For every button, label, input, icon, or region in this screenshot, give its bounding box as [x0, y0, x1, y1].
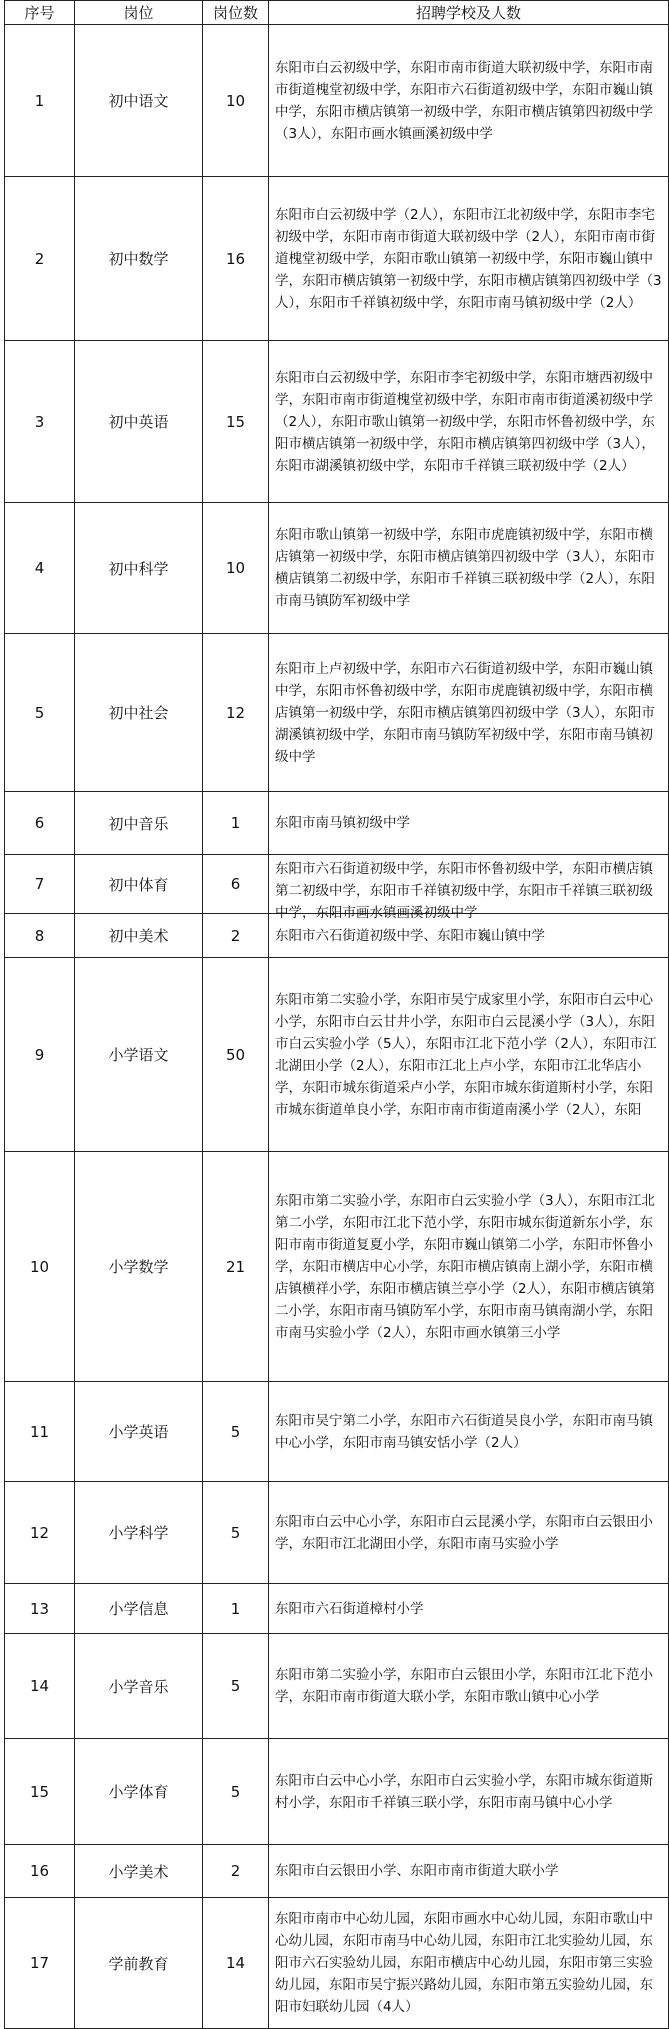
row-num: 8	[5, 914, 75, 958]
row-position: 小学数学	[75, 1152, 203, 1382]
table-row	[5, 634, 669, 792]
row-schools: 东阳市第二实验小学，东阳市白云银田小学，东阳市江北下范小学，东阳市南市街道大联小学，东阳市歌山镇中心小学	[269, 1634, 669, 1739]
header-position: 岗位	[75, 1, 203, 25]
row-num: 14	[5, 1634, 75, 1739]
row-position: 小学信息	[75, 1584, 203, 1634]
row-num: 12	[5, 1482, 75, 1584]
row-count: 10	[203, 503, 269, 634]
row-count: 14	[203, 1898, 269, 2029]
row-schools: 东阳市白云初级中学，东阳市李宅初级中学，东阳市塘西初级中学，东阳市南市街道槐堂初级中学，东阳市南市街道溪初级中学（2人），东阳市歌山镇第一初级中学，东阳市怀鲁初级中学，东阳市横店镇第一初级中学，东阳市横店镇第四初级中学（3人），东阳市湖溪镇初级中学，东阳市千祥镇三联初级中学（2人）	[269, 341, 669, 503]
table-row	[5, 1584, 669, 1634]
row-count: 5	[203, 1739, 269, 1845]
table-row	[5, 792, 669, 855]
table-row	[5, 855, 669, 914]
row-schools: 东阳市六石街道樟村小学	[269, 1584, 669, 1634]
row-count: 2	[203, 1845, 269, 1898]
table-row	[5, 341, 669, 503]
row-num: 9	[5, 958, 75, 1152]
row-schools: 东阳市上卢初级中学，东阳市六石街道初级中学，东阳市巍山镇中学，东阳市怀鲁初级中学，东阳市虎鹿镇初级中学，东阳市横店镇第一初级中学，东阳市横店镇第四初级中学（3人），东阳市湖溪镇初级中学，东阳市南马镇防军初级中学，东阳市南马镇初级中学	[269, 634, 669, 792]
row-count: 15	[203, 341, 269, 503]
row-count: 16	[203, 177, 269, 341]
row-position: 初中体育	[75, 855, 203, 914]
row-schools: 东阳市南马镇初级中学	[269, 792, 669, 855]
row-schools: 东阳市第二实验小学，东阳市白云实验小学（3人），东阳市江北第二小学，东阳市江北下范小学，东阳市城东街道新东小学，东阳市南市街道复夏小学，东阳市巍山镇第二小学，东阳市怀鲁小学，东阳市横店中心小学，东阳市横店镇南上湖小学，东阳市横店镇横祥小学，东阳市横店镇兰亭小学（2人），东阳市横店镇第二小学，东阳市南马镇防军小学，东阳市南马镇南湖小学，东阳市南马实验小学（2人），东阳市画水镇第三小学	[269, 1152, 669, 1382]
row-num: 17	[5, 1898, 75, 2029]
row-position: 小学英语	[75, 1382, 203, 1482]
row-position: 小学音乐	[75, 1634, 203, 1739]
table-row	[5, 503, 669, 634]
header-num: 序号	[5, 1, 75, 25]
row-position: 初中语文	[75, 25, 203, 177]
row-num: 10	[5, 1152, 75, 1382]
row-count: 2	[203, 914, 269, 958]
table-row	[5, 1634, 669, 1739]
row-schools: 东阳市白云中心小学，东阳市白云昆溪小学，东阳市白云银田小学，东阳市江北湖田小学，东阳市南马实验小学	[269, 1482, 669, 1584]
row-num: 16	[5, 1845, 75, 1898]
row-count: 50	[203, 958, 269, 1152]
table-row	[5, 1482, 669, 1584]
row-position: 初中音乐	[75, 792, 203, 855]
row-schools	[269, 855, 669, 921]
row-position: 学前教育	[75, 1898, 203, 2029]
row-count: 1	[203, 792, 269, 855]
row-schools: 东阳市歌山镇第一初级中学，东阳市虎鹿镇初级中学，东阳市横店镇第一初级中学，东阳市横店镇第四初级中学（3人），东阳市横店镇第二初级中学，东阳市千祥镇三联初级中学（2人），东阳市南马镇防军初级中学	[269, 503, 669, 634]
table-row	[5, 1739, 669, 1845]
row-num: 7	[5, 855, 75, 914]
row-count: 21	[203, 1152, 269, 1382]
row-count: 5	[203, 1382, 269, 1482]
row-num: 13	[5, 1584, 75, 1634]
table-row	[5, 1898, 669, 2029]
row-count: 5	[203, 1634, 269, 1739]
row-schools: 东阳市吴宁第二小学，东阳市六石街道吴良小学，东阳市南马镇中心小学，东阳市南马镇安恬小学（2人）	[269, 1382, 669, 1482]
table-row	[5, 1382, 669, 1482]
row-num: 3	[5, 341, 75, 503]
header-row	[5, 1, 669, 25]
row-num: 1	[5, 25, 75, 177]
table-row	[5, 25, 669, 177]
row-num: 2	[5, 177, 75, 341]
row-num: 6	[5, 792, 75, 855]
row-position: 小学科学	[75, 1482, 203, 1584]
row-schools: 东阳市白云初级中学，东阳市南市街道大联初级中学，东阳市南市街道槐堂初级中学，东阳市六石街道初级中学，东阳市巍山镇中学，东阳市横店镇第一初级中学，东阳市横店镇第四初级中学（3人），东阳市画水镇画溪初级中学	[269, 25, 669, 177]
table-row	[5, 1152, 669, 1382]
row-schools: 东阳市白云中心小学，东阳市白云实验小学，东阳市城东街道斯村小学，东阳市千祥镇三联小学，东阳市南马镇中心小学	[269, 1739, 669, 1845]
row-position: 小学体育	[75, 1739, 203, 1845]
row-schools: 东阳市六石街道初级中学、东阳市巍山镇中学	[269, 914, 669, 958]
recruitment-table	[4, 0, 669, 2029]
header-count: 岗位数	[203, 1, 269, 25]
row-position: 初中社会	[75, 634, 203, 792]
row-count: 6	[203, 855, 269, 914]
row-schools	[269, 958, 669, 1152]
row-num: 15	[5, 1739, 75, 1845]
row-num: 11	[5, 1382, 75, 1482]
table-row	[5, 958, 669, 1152]
header-schools: 招聘学校及人数	[269, 1, 669, 25]
row-position: 小学美术	[75, 1845, 203, 1898]
row-schools-text: 东阳市六石街道初级中学，东阳市怀鲁初级中学，东阳市横店镇第二初级中学，东阳市千祥镇初级中学，东阳市千祥镇三联初级中学，东阳市画水镇画溪初级中学	[275, 861, 653, 921]
row-position: 初中科学	[75, 503, 203, 634]
row-schools: 东阳市白云银田小学、东阳市南市街道大联小学	[269, 1845, 669, 1898]
row-count: 12	[203, 634, 269, 792]
row-count: 5	[203, 1482, 269, 1584]
row-num: 5	[5, 634, 75, 792]
row-position: 初中美术	[75, 914, 203, 958]
row-position: 小学语文	[75, 958, 203, 1152]
row-count: 1	[203, 1584, 269, 1634]
table-row	[5, 177, 669, 341]
row-schools-text: 东阳市第二实验小学，东阳市吴宁成家里小学，东阳市白云中心小学，东阳市白云甘井小学，东阳市白云昆溪小学（3人），东阳市白云实验小学（5人），东阳市江北下范小学（2人），东阳市江北湖田小学（2人），东阳市江北上卢小学，东阳市江北华店小学，东阳市城东街道采卢小学，东阳市城东街道斯村小学，东阳市城东街道单良小学，东阳市南市街道南溪小学（2人），东阳	[275, 991, 657, 1118]
row-count: 10	[203, 25, 269, 177]
row-position: 初中英语	[75, 341, 203, 503]
row-position: 初中数学	[75, 177, 203, 341]
row-num: 4	[5, 503, 75, 634]
row-schools: 东阳市南市中心幼儿园，东阳市画水中心幼儿园，东阳市歌山中心幼儿园，东阳市南马中心幼儿园，东阳市江北实验幼儿园，东阳市六石实验幼儿园，东阳市横店中心幼儿园，东阳市第三实验幼儿园，东阳市吴宁振兴路幼儿园，东阳市第五实验幼儿园，东阳市妇联幼儿园（4人）	[269, 1898, 669, 2029]
row-schools: 东阳市白云初级中学（2人），东阳市江北初级中学，东阳市李宅初级中学，东阳市南市街道大联初级中学（2人），东阳市南市街道槐堂初级中学，东阳市歌山镇第一初级中学，东阳市巍山镇中学，东阳市横店镇第一初级中学，东阳市横店镇第四初级中学（3人），东阳市千祥镇初级中学，东阳市南马镇初级中学（2人）	[269, 177, 669, 341]
table-row	[5, 1845, 669, 1898]
